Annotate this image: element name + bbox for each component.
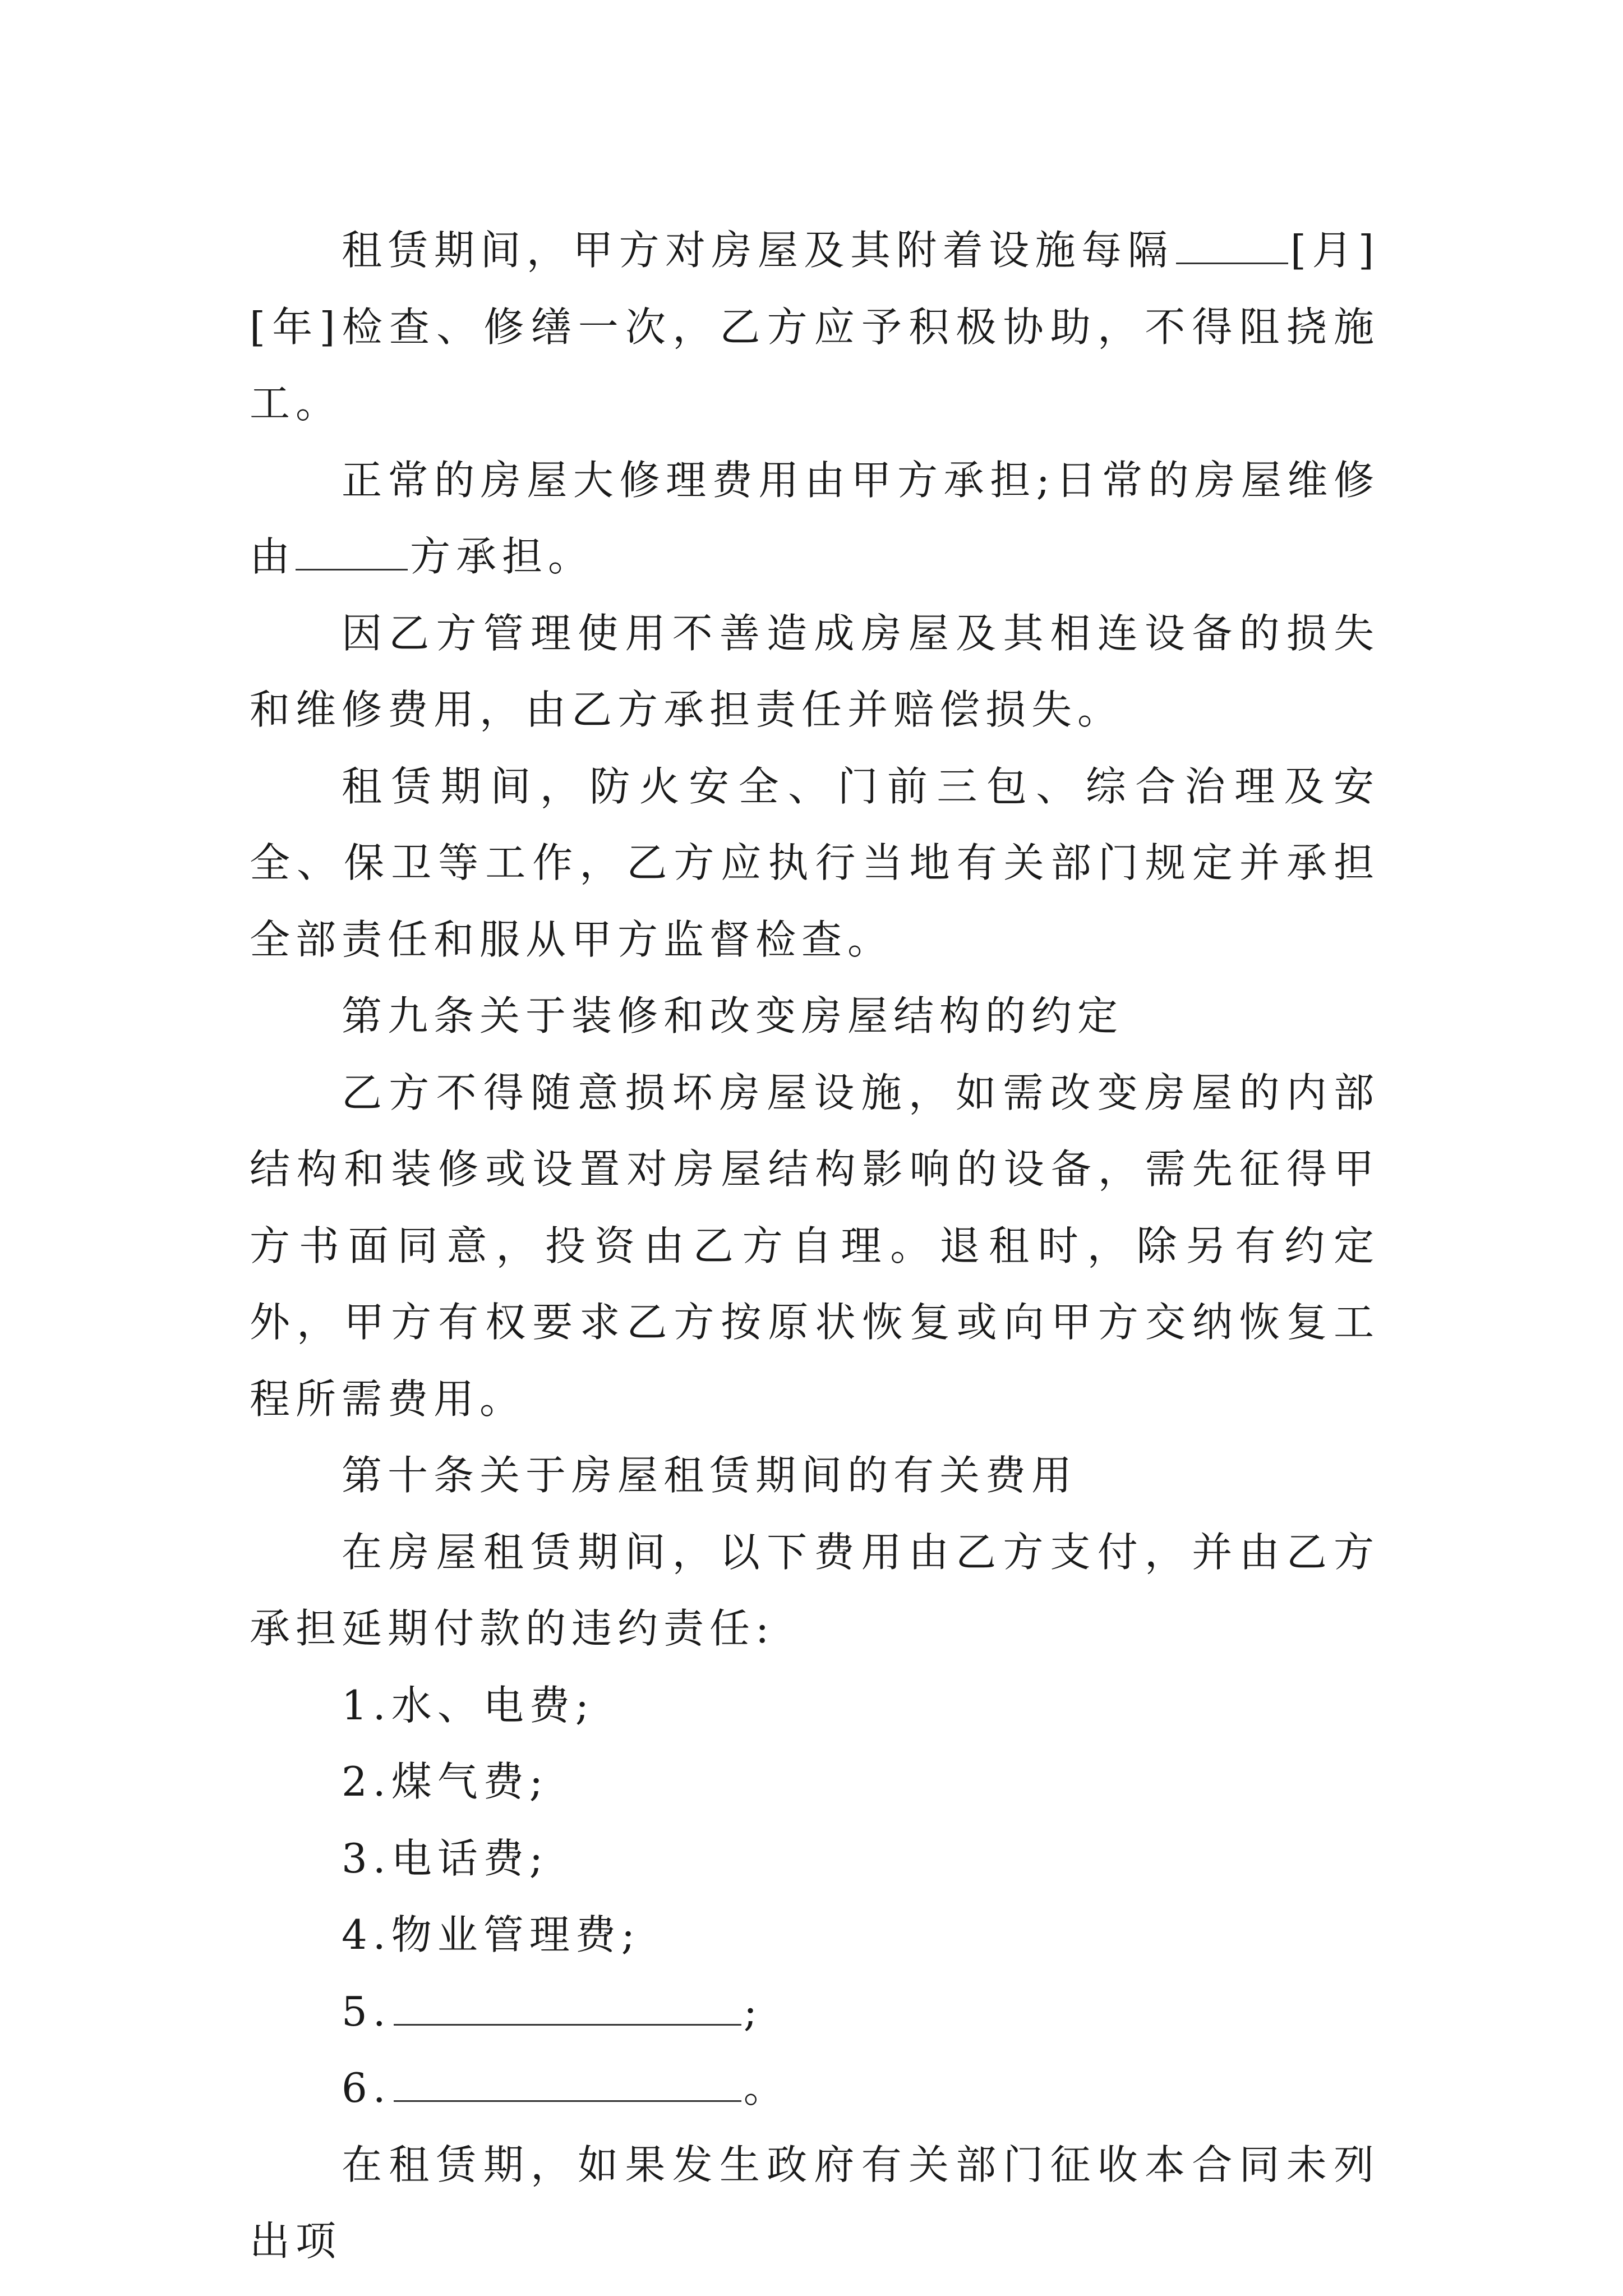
list-item-text: 。	[743, 2064, 790, 2111]
list-item-1	[250, 1667, 1380, 1744]
list-item-text: 5.	[342, 1987, 391, 2035]
list-item-text: 1.水、电费;	[342, 1681, 594, 1729]
paragraph-text: 乙方不得随意损坏房屋设施，如需改变房屋的内部结构和装修或设置对房屋结构影响的设备，需先征得甲方书面同意，投资由乙方自理。退租时，除另有约定外，甲方有权要求乙方按原状恢复或向甲方交纳恢复工程所需费用。	[250, 1069, 1380, 1423]
paragraph-damage-liability	[250, 595, 1380, 748]
list-item-5	[250, 1973, 1380, 2050]
list-item-text: ;	[743, 1987, 763, 2035]
paragraph-text: 方承担。	[410, 533, 594, 580]
fill-in-blank	[394, 1990, 741, 2026]
paragraph-text: 正常的房屋大修理费用由甲方承担;日常的房屋维修由	[250, 456, 1380, 580]
fill-in-blank	[394, 2067, 741, 2102]
list-item-text: 3.电话费;	[342, 1834, 548, 1882]
paragraph-inspection	[250, 212, 1380, 442]
heading-article-9	[250, 978, 1380, 1055]
list-item-6	[250, 2050, 1380, 2127]
list-item-text: 6.	[342, 2064, 391, 2111]
paragraph-text: 租赁期间，防火安全、门前三包、综合治理及安全、保卫等工作，乙方应执行当地有关部门规定并承担全部责任和服从甲方监督检查。	[250, 762, 1380, 963]
paragraph-text: [月][年]检查、修缮一次，乙方应予积极协助，不得阻挠施工。	[250, 227, 1380, 427]
document-body	[250, 212, 1380, 2280]
heading-text: 第十条关于房屋租赁期间的有关费用	[342, 1452, 1078, 1499]
paragraph-safety-duties	[250, 748, 1380, 978]
paragraph-repair-costs	[250, 442, 1380, 595]
heading-text: 第九条关于装修和改变房屋结构的约定	[342, 992, 1124, 1039]
list-item-text: 4.物业管理费;	[342, 1911, 640, 1958]
fill-in-blank	[296, 535, 408, 570]
paragraph-fees-intro	[250, 1514, 1380, 1667]
paragraph-text: 在租赁期，如果发生政府有关部门征收本合同未列出项	[250, 2141, 1380, 2265]
list-item-4	[250, 1897, 1380, 1973]
fill-in-blank	[1176, 229, 1288, 264]
paragraph-renovation	[250, 1055, 1380, 1438]
list-item-3	[250, 1820, 1380, 1897]
paragraph-text: 在房屋租赁期间，以下费用由乙方支付，并由乙方承担延期付款的违约责任:	[250, 1528, 1380, 1652]
list-item-text: 2.煤气费;	[342, 1758, 548, 1805]
heading-article-10	[250, 1437, 1380, 1514]
paragraph-text: 租赁期间，甲方对房屋及其附着设施每隔	[342, 227, 1174, 274]
paragraph-text: 因乙方管理使用不善造成房屋及其相连设备的损失和维修费用，由乙方承担责任并赔偿损失。	[250, 609, 1380, 733]
paragraph-government-fees	[250, 2127, 1380, 2280]
list-item-2	[250, 1743, 1380, 1820]
